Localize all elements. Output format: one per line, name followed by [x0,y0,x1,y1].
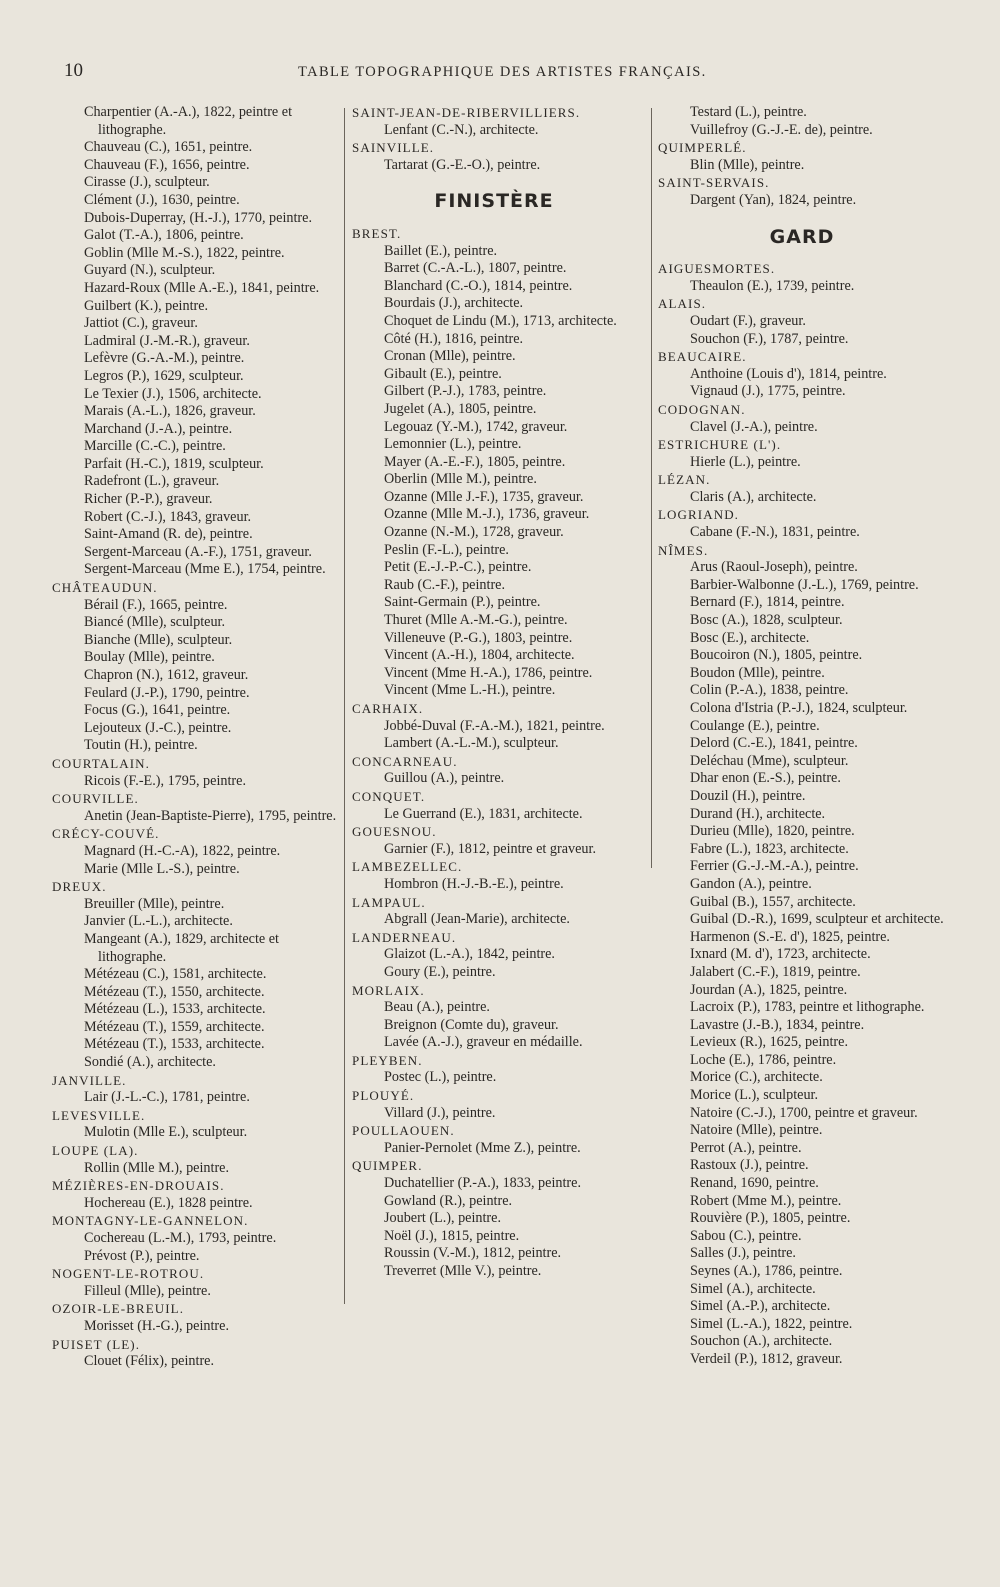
artist-entry: Anthoine (Louis d'), 1814, peintre. [690,365,887,382]
artist-entry: Cochereau (L.-M.), 1793, peintre. [84,1230,277,1246]
town-heading: SAINT-JEAN-DE-RIBERVILLIERS. [352,105,581,120]
artist-entry: Ozanne (N.-M.), 1728, graveur. [384,524,564,541]
artist-entry: Dhar enon (E.-S.), peintre. [690,770,841,787]
artist-entry: Mulotin (Mlle E.), sculpteur. [84,1124,248,1141]
town-heading: CONCARNEAU. [352,753,458,769]
artist-entry: Biancé (Mlle), sculpteur. [84,614,226,631]
artist-entry: Bosc (A.), 1828, sculpteur. [690,612,843,629]
artist-entry: Vincent (Mme H.-A.), 1786, peintre. [384,664,593,681]
town-heading: LEVESVILLE. [52,1107,146,1123]
town-heading: QUIMPERLÉ. [658,140,747,156]
artist-entry: Oudart (F.), graveur. [690,312,806,329]
town-heading: PLOUYÉ. [352,1088,415,1104]
artist-entry: Souchon (A.), architecte. [690,1333,833,1350]
artist-entry: Bérail (F.), 1665, peintre. [84,596,228,613]
artist-entry: Claris (A.), architecte. [690,488,817,505]
artist-entry: Boucoiron (N.), 1805, peintre. [690,647,863,664]
town-heading: OZOIR-LE-BREUIL. [52,1301,185,1317]
artist-entry: Hochereau (E.), 1828 peintre. [84,1194,253,1211]
artist-entry: Breuiller (Mlle), peintre. [84,895,225,912]
artist-entry: Marais (A.-L.), 1826, graveur. [84,403,256,420]
artist-entry: Villeneuve (P.-G.), 1803, peintre. [384,629,573,646]
artist-entry: Magnard (H.-C.-A), 1822, peintre. [84,842,281,859]
artist-entry: Petit (E.-J.-P.-C.), peintre. [384,559,532,576]
artist-entry: Choquet de Lindu (M.), 1713, architecte. [384,312,617,329]
town-heading: AIGUESMORTES. [658,261,776,277]
artist-entry: Souchon (F.), 1787, peintre. [690,330,849,347]
artist-entry: Clavel (J.-A.), peintre. [690,418,818,435]
town-heading: LAMBEZELLEC. [352,859,463,875]
artist-entry: Theaulon (E.), 1739, peintre. [690,277,855,294]
artist-entry: Sergent-Marceau (Mme E.), 1754, peintre. [84,561,326,578]
artist-entry: Delord (C.-E.), 1841, peintre. [690,735,858,752]
artist-entry: Galot (T.-A.), 1806, peintre. [84,227,244,244]
artist-entry: Ricois (F.-E.), 1795, peintre. [84,772,246,789]
artist-entry: Lavée (A.-J.), graveur en médaille. [384,1034,583,1051]
artist-entry: Blanchard (C.-O.), 1814, peintre. [384,277,573,294]
town-heading: LÉZAN. [658,472,711,488]
artist-entry: Hierle (L.), peintre. [690,453,801,470]
town-heading: CARHAIX. [352,701,424,716]
artist-entry: Chapron (N.), 1612, graveur. [84,667,249,683]
artist-entry: Barbier-Walbonne (J.-L.), 1769, peintre. [690,576,919,593]
artist-entry: Simel (A.-P.), architecte. [690,1298,831,1315]
department-heading: FINISTÈRE [434,190,554,213]
town-heading: GOUESNOU. [352,824,437,840]
artist-entry: Roussin (V.-M.), 1812, peintre. [384,1245,562,1262]
town-heading: CODOGNAN. [658,401,746,417]
artist-entry: Côté (H.), 1816, peintre. [384,330,524,347]
artist-entry: Radefront (L.), graveur. [84,473,220,490]
artist-entry: Glaizot (L.-A.), 1842, peintre. [384,946,555,963]
artist-entry: Sabou (C.), peintre. [690,1227,802,1244]
town-heading: PUISET (LE). [52,1336,141,1352]
artist-entry: Jugelet (A.), 1805, peintre. [384,400,537,417]
artist-entry: Harmenon (S.-E. d'), 1825, peintre. [690,928,890,945]
artist-entry: Simel (L.-A.), 1822, peintre. [690,1315,853,1332]
town-heading: JANVILLE. [52,1072,127,1088]
artist-entry: Toutin (H.), peintre. [84,737,198,754]
artist-entry: Natoire (Mlle), peintre. [690,1122,823,1139]
artist-entry: Vincent (Mme L.-H.), peintre. [384,682,556,699]
artist-entry: Métézeau (T.), 1559, architecte. [84,1018,265,1035]
artist-entry: Breignon (Comte du), graveur. [384,1016,559,1033]
artist-entry: Lair (J.-L.-C.), 1781, peintre. [84,1089,250,1106]
artist-entry: Barret (C.-A.-L.), 1807, peintre. [384,260,567,277]
artist-entry: Dargent (Yan), 1824, peintre. [690,191,857,208]
artist-entry: Gilbert (P.-J.), 1783, peintre. [384,383,547,400]
artist-entry: Joubert (L.), peintre. [384,1210,502,1227]
artist-entry: Beau (A.), peintre. [384,999,490,1016]
artist-entry: Durieu (Mlle), 1820, peintre. [690,823,855,840]
artist-entry: Legouaz (Y.-M.), 1742, graveur. [384,418,568,435]
artist-entry: Cronan (Mlle), peintre. [384,348,516,365]
artist-entry: Parfait (H.-C.), 1819, sculpteur. [84,455,264,472]
artist-entry: Douzil (H.), peintre. [690,787,806,804]
artist-entry: Thuret (Mlle A.-M.-G.), peintre. [384,612,568,629]
artist-entry: Testard (L.), peintre. [690,104,807,120]
town-heading: CRÉCY-COUVÉ. [52,826,160,842]
artist-entry: Panier-Pernolet (Mme Z.), peintre. [384,1139,581,1156]
artist-entry: Morice (L.), sculpteur. [690,1087,819,1104]
artist-entry: Chauveau (F.), 1656, peintre. [84,156,250,173]
artist-entry: Baillet (E.), peintre. [384,242,498,259]
artist-entry: Guilbert (K.), peintre. [84,297,209,314]
artist-entry: Cirasse (J.), sculpteur. [84,174,210,191]
artist-entry: Legros (P.), 1629, sculpteur. [84,367,244,384]
artist-entry: Morisset (H.-G.), peintre. [84,1317,229,1334]
artist-entry: Deléchau (Mme), sculpteur. [690,752,849,769]
town-heading: LOUPE (LA). [52,1143,139,1159]
artist-entry: Bosc (E.), architecte. [690,629,810,646]
artist-entry: Lemonnier (L.), peintre. [384,436,522,453]
artist-entry: Bianche (Mlle), sculpteur. [84,631,233,648]
artist-entry: Boudon (Mlle), peintre. [690,664,825,681]
artist-entry: Boulay (Mlle), peintre. [84,649,215,666]
artist-entry: Filleul (Mlle), peintre. [84,1282,211,1299]
artist-entry: Simel (A.), architecte. [690,1280,816,1297]
town-heading: COURVILLE. [52,791,139,807]
column-1 [46,104,342,1371]
artist-entry: Métézeau (T.), 1550, architecte. [84,983,265,1000]
artist-entry: Janvier (L.-L.), architecte. [84,913,233,930]
artist-entry: Robert (Mme M.), peintre. [690,1192,842,1209]
artist-entry: Lejouteux (J.-C.), peintre. [84,719,232,736]
artist-entry: Prévost (P.), peintre. [84,1247,200,1264]
artist-entry: Verdeil (P.), 1812, graveur. [690,1350,843,1367]
artist-entry: Bourdais (J.), architecte. [384,295,524,312]
artist-entry: Coulange (E.), peintre. [690,717,820,734]
town-heading: LANDERNEAU. [352,929,457,945]
town-heading: MORLAIX. [352,982,425,998]
artist-entry: Rastoux (J.), peintre. [690,1157,809,1174]
artist-entry: Vincent (A.-H.), 1804, architecte. [384,647,575,664]
artist-entry: Gibault (E.), peintre. [384,365,502,382]
artist-entry: Feulard (J.-P.), 1790, peintre. [84,684,250,701]
artist-entry: Renand, 1690, peintre. [690,1175,819,1192]
artist-entry: Anetin (Jean-Baptiste-Pierre), 1795, peintre. [84,807,337,824]
artist-entry: Colin (P.-A.), 1838, peintre. [690,682,849,699]
artist-entry: Gandon (A.), peintre. [690,875,812,892]
artist-entry: Le Guerrand (E.), 1831, architecte. [384,805,583,822]
artist-entry: Noël (J.), 1815, peintre. [384,1227,520,1244]
artist-entry: Saint-Germain (P.), peintre. [384,594,541,611]
town-heading: NOGENT-LE-ROTROU. [52,1266,205,1282]
artist-entry: Sondié (A.), architecte. [84,1054,216,1071]
artist-entry: Ferrier (G.-J.-M.-A.), peintre. [690,858,859,875]
artist-entry: Jalabert (C.-F.), 1819, peintre. [690,963,861,980]
artist-entry: Loche (E.), 1786, peintre. [690,1051,837,1068]
artist-entry: Focus (G.), 1641, peintre. [84,702,231,719]
artist-entry: Chauveau (C.), 1651, peintre. [84,139,253,156]
artist-entry: Marcille (C.-C.), peintre. [84,438,226,455]
artist-entry: Lefèvre (G.-A.-M.), peintre. [84,350,245,367]
artist-entry: Perrot (A.), peintre. [690,1139,802,1156]
column-3 [652,104,952,1369]
artist-entry: Mayer (A.-E.-F.), 1805, peintre. [384,453,566,470]
artist-entry: Durand (H.), architecte. [690,805,826,822]
artist-entry: Raub (C.-F.), peintre. [384,576,506,593]
artist-entry: Clément (J.), 1630, peintre. [84,191,240,208]
artist-entry: Ixnard (M. d'), 1723, architecte. [690,946,871,963]
column-2 [346,104,642,1281]
town-heading: ESTRICHURE (L'). [658,437,782,453]
town-heading: PLEYBEN. [352,1052,423,1068]
artist-entry: Salles (J.), peintre. [690,1245,796,1262]
town-heading: MONTAGNY-LE-GANNELON. [52,1213,249,1229]
artist-entry: Vignaud (J.), 1775, peintre. [690,383,846,400]
town-heading: LAMPAUL. [352,894,426,910]
artist-entry: Oberlin (Mlle M.), peintre. [384,471,537,488]
running-title: TABLE TOPOGRAPHIQUE DES ARTISTES FRANÇAIS. [298,64,707,80]
town-heading: POULLAOUEN. [352,1123,455,1139]
town-heading: COURTALAIN. [52,755,151,771]
artist-entry: Levieux (R.), 1625, peintre. [690,1034,848,1051]
artist-entry: Lacroix (P.), 1783, peintre et lithographe. [690,999,925,1016]
artist-entry: Fabre (L.), 1823, architecte. [690,840,849,857]
town-heading: MÉZIÈRES-EN-DROUAIS. [52,1178,225,1194]
artist-entry: Duchatellier (P.-A.), 1833, peintre. [384,1175,581,1192]
artist-entry: Charpentier (A.-A.), 1822, peintre et lithographe. [84,104,293,138]
town-heading: CHÂTEAUDUN. [52,580,158,596]
artist-entry: Richer (P.-P.), graveur. [84,491,213,508]
artist-entry: Arus (Raoul-Joseph), peintre. [690,559,858,576]
artist-entry: Mangeant (A.), 1829, architecte et lithographe. [84,930,279,965]
artist-entry: Métézeau (T.), 1533, architecte. [84,1036,265,1053]
artist-entry: Dubois-Duperray, (H.-J.), 1770, peintre. [84,209,312,226]
artist-entry: Clouet (Félix), peintre. [84,1353,215,1370]
page-number: 10 [64,60,83,81]
town-heading: QUIMPER. [352,1158,423,1174]
artist-entry: Seynes (A.), 1786, peintre. [690,1263,843,1279]
artist-entry: Robert (C.-J.), 1843, graveur. [84,508,252,525]
artist-entry: Marchand (J.-A.), peintre. [84,420,233,437]
column-rule-left [344,108,345,1304]
artist-entry: Marie (Mlle L.-S.), peintre. [84,860,240,877]
town-heading: SAINT-SERVAIS. [658,175,770,191]
artist-entry: Tartarat (G.-E.-O.), peintre. [384,156,541,173]
artist-entry: Bernard (F.), 1814, peintre. [690,594,845,611]
artist-entry: Hombron (H.-J.-B.-E.), peintre. [384,875,564,892]
artist-entry: Villard (J.), peintre. [384,1104,496,1121]
town-heading: BEAUCAIRE. [658,349,747,365]
artist-entry: Jourdan (A.), 1825, peintre. [690,981,848,998]
artist-entry: Ozanne (Mlle J.-F.), 1735, graveur. [384,488,584,505]
artist-entry: Treverret (Mlle V.), peintre. [384,1263,542,1279]
artist-entry: Lavastre (J.-B.), 1834, peintre. [690,1016,865,1033]
artist-entry: Guyard (N.), sculpteur. [84,262,216,279]
artist-entry: Guibal (D.-R.), 1699, sculpteur et architecte. [690,911,944,928]
artist-entry: Guibal (B.), 1557, architecte. [690,893,856,910]
artist-entry: Le Texier (J.), 1506, architecte. [84,385,262,402]
artist-entry: Peslin (F.-L.), peintre. [384,541,509,558]
artist-entry: Rouvière (P.), 1805, peintre. [690,1210,851,1227]
artist-entry: Natoire (C.-J.), 1700, peintre et graveur. [690,1104,918,1121]
artist-entry: Ozanne (Mlle M.-J.), 1736, graveur. [384,506,590,523]
artist-entry: Jattiot (C.), graveur. [84,315,198,332]
department-heading: GARD [769,225,835,248]
artist-entry: Morice (C.), architecte. [690,1069,823,1086]
artist-entry: Postec (L.), peintre. [384,1069,497,1086]
artist-entry: Lenfant (C.-N.), architecte. [384,121,539,138]
artist-entry: Rollin (Mlle M.), peintre. [84,1159,230,1176]
artist-entry: Gowland (R.), peintre. [384,1192,513,1209]
artist-entry: Métézeau (C.), 1581, architecte. [84,966,267,983]
artist-entry: Colona d'Istria (P.-J.), 1824, sculpteur. [690,700,908,716]
artist-entry: Jobbé-Duval (F.-A.-M.), 1821, peintre. [384,717,605,734]
artist-entry: Lambert (A.-L.-M.), sculpteur. [384,735,559,752]
artist-entry: Saint-Amand (R. de), peintre. [84,526,253,543]
artist-entry: Métézeau (L.), 1533, architecte. [84,1001,266,1018]
artist-entry: Sergent-Marceau (A.-F.), 1751, graveur. [84,543,312,560]
town-heading: ALAIS. [658,296,707,312]
artist-entry: Ladmiral (J.-M.-R.), graveur. [84,332,250,349]
artist-entry: Goblin (Mlle M.-S.), 1822, peintre. [84,244,285,261]
town-heading: LOGRIAND. [658,507,740,523]
artist-entry: Garnier (F.), 1812, peintre et graveur. [384,840,596,857]
artist-entry: Goury (E.), peintre. [384,963,496,980]
artist-entry: Vuillefroy (G.-J.-E. de), peintre. [690,121,873,138]
town-heading: DREUX. [52,879,107,895]
town-heading: NÎMES. [658,542,709,558]
artist-entry: Hazard-Roux (Mlle A.-E.), 1841, peintre. [84,279,320,296]
town-heading: CONQUET. [352,788,426,804]
artist-entry: Guillou (A.), peintre. [384,770,505,787]
artist-entry: Cabane (F.-N.), 1831, peintre. [690,524,860,541]
town-heading: SAINVILLE. [352,140,435,156]
artist-entry: Abgrall (Jean-Marie), architecte. [384,911,570,928]
artist-entry: Blin (Mlle), peintre. [690,156,805,173]
town-heading: BREST. [352,225,402,241]
